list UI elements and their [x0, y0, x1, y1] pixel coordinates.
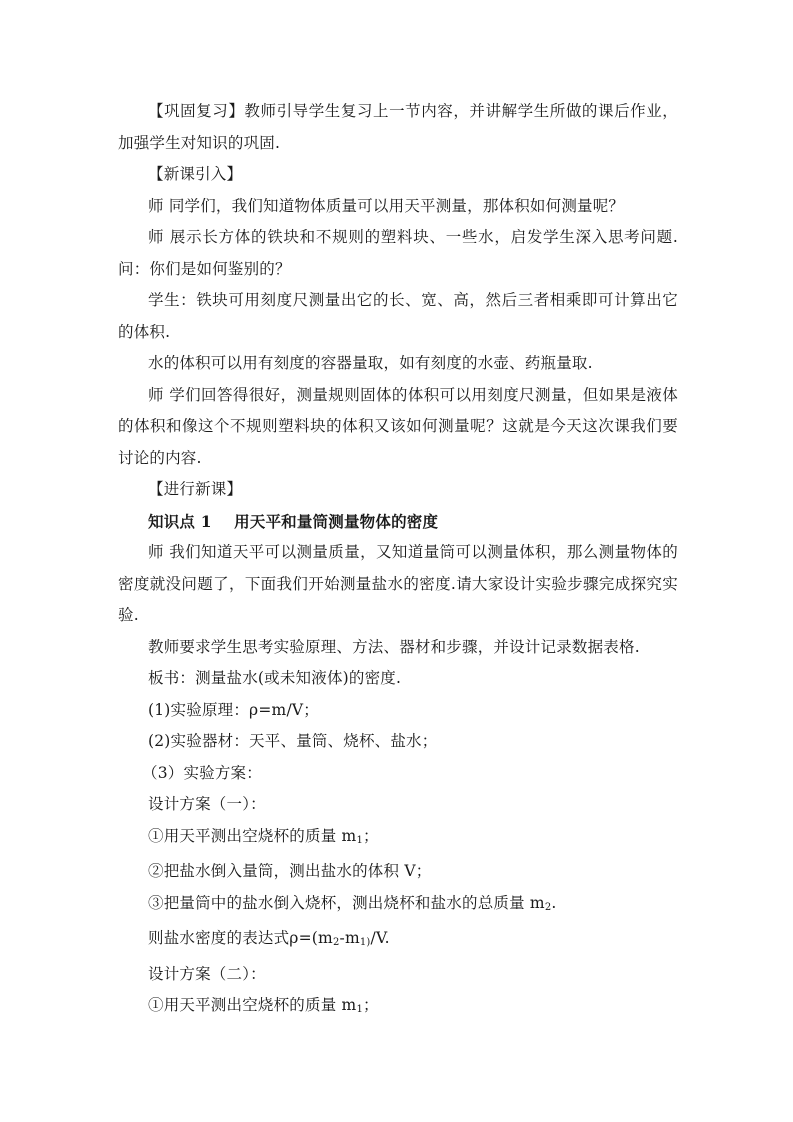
paragraph-plan-title: （3）实验方案： [142, 763, 262, 782]
step-text: ①用天平测出空烧杯的质量 m [148, 996, 357, 1014]
step-text: ③把量筒中的盐水倒入烧杯，测出烧杯和盐水的总质量 m [148, 893, 545, 912]
subscript: 2 [332, 937, 340, 948]
step-end: ； [363, 996, 379, 1014]
step-end: . [551, 893, 557, 912]
heading-new-lesson: 【进行新课】 [148, 480, 243, 498]
subscript: 1) [359, 937, 371, 948]
subscript: 1 [356, 1004, 363, 1015]
paragraph-plan-two-step-1 [118, 990, 678, 1026]
paragraph-plan-one-step-1 [118, 821, 678, 857]
paragraph-board-note: 板书：测量盐水(或未知液体)的密度. [148, 669, 402, 687]
paragraph-teacher-demo: 师 展示长方体的铁块和不规则的塑料块、一些水，启发学生深入思考问题.问：你们是如何鉴别的？ [118, 228, 678, 278]
heading-knowledge-point-1: 知识点 1 用天平和量筒测量物体的密度 [148, 511, 439, 531]
paragraph-student-answer: 学生：铁块可用刻度尺测量出它的长、宽、高，然后三者相乘即可计算出它的体积. [118, 291, 678, 341]
expr-part: -m [339, 929, 360, 947]
subscript: 1 [356, 834, 363, 846]
paragraph-plan-one-step-3 [118, 888, 678, 924]
heading-new-lesson-intro: 【新课引入】 [148, 165, 243, 183]
paragraph-review: 【巩固复习】教师引导学生复习上一节内容，并讲解学生所做的课后作业，加强学生对知识的巩固. [118, 102, 678, 152]
paragraph-water-volume: 水的体积可以用有刻度的容器量取，如有刻度的水壶、药瓶量取. [148, 354, 593, 372]
paragraph-teacher-density: 师 我们知道天平可以测量质量，又知道量筒可以测量体积，那么测量物体的密度就没问题了，下面我们开始测量盐水的密度.请大家设计实验步骤完成探究实验. [118, 543, 678, 624]
document-body [118, 96, 678, 1026]
expr-part: 则盐水密度的表达式ρ=(m [148, 929, 333, 947]
paragraph-teacher-question: 师 同学们，我们知道物体质量可以用天平测量，那体积如何测量呢？ [148, 196, 625, 215]
paragraph-plan-one: 设计方案（一）： [148, 795, 266, 813]
paragraph-equipment: (2)实验器材：天平、量筒、烧杯、盐水； [148, 732, 438, 750]
paragraph-principle: (1)实验原理：ρ=m/V； [148, 700, 319, 719]
paragraph-density-expression [118, 923, 678, 959]
subscript: 2 [544, 901, 552, 913]
step-text: ①用天平测出空烧杯的质量 m [148, 826, 357, 845]
paragraph-teacher-requirement: 教师要求学生思考实验原理、方法、器材和步骤，并设计记录数据表格. [148, 637, 640, 656]
step-end: ； [363, 826, 379, 845]
paragraph-plan-two: 设计方案（二）： [148, 964, 266, 983]
expr-part: /V. [370, 929, 390, 947]
paragraph-plan-one-step-2: ②把盐水倒入量筒，测出盐水的体积 V； [148, 862, 432, 880]
paragraph-teacher-response: 师 学们回答得很好，测量规则固体的体积可以用刻度尺测量，但如果是液体的体积和像这个不规则塑料块的体积又该如何测量呢？这就是今天这次课我们要讨论的内容. [118, 385, 678, 467]
